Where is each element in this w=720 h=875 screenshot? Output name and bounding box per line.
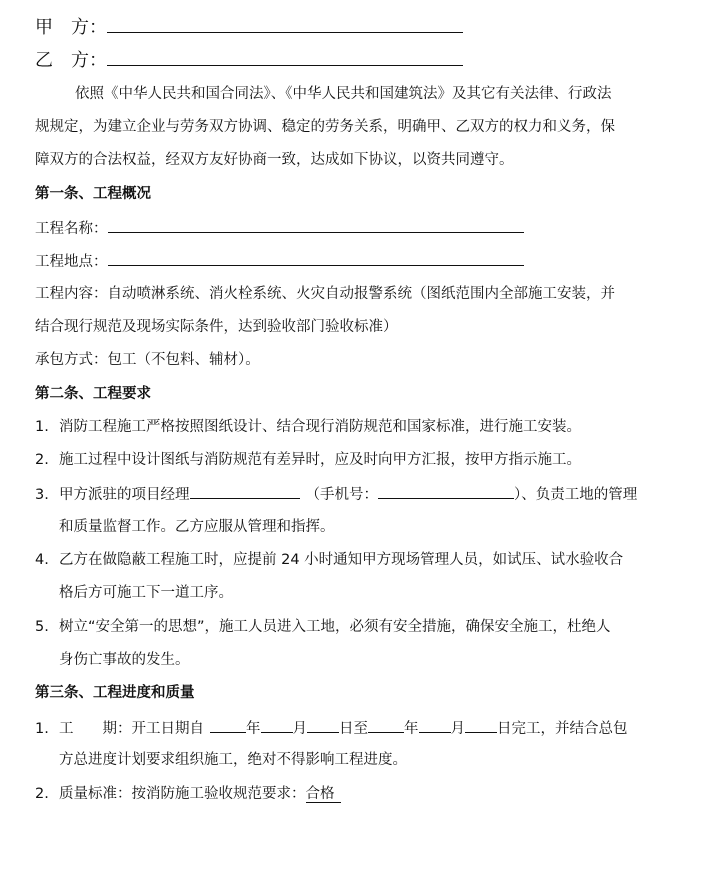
requirement-2 [35,450,581,470]
quality-item [35,784,341,804]
start-year-blank [210,717,246,733]
requirement-4-line-2: 格后方可施工下一道工序。 [59,585,233,601]
requirement-1-number: 1. [35,419,49,435]
requirement-4 [35,550,623,570]
end-year-blank [368,717,404,733]
schedule-end-text: 日完工，并结合总包 [497,721,628,737]
requirement-3-number: 3. [35,487,49,503]
start-year-unit: 年 [246,721,261,737]
end-day-blank [465,717,497,733]
requirement-3-text-a: 甲方派驻的项目经理 [59,487,190,503]
manager-name-blank [190,483,300,499]
intro-line-2: 规规定，为建立企业与劳务双方协调、稳定的劳务关系，明确甲、乙双方的权力和义务，保 [35,119,615,135]
end-year-unit: 年 [404,721,419,737]
schedule-item [35,717,628,739]
party-a-label: 甲 方： [35,17,107,38]
requirement-4-number: 4. [35,552,49,568]
article-2-heading: 第二条、工程要求 [35,386,151,402]
requirement-3-text-c: ）、负责工地的管理 [514,487,638,503]
end-month-unit: 月 [450,721,465,737]
start-month-unit: 月 [292,721,307,737]
project-content-line-2: 结合现行规范及现场实际条件，达到验收部门验收标准） [35,319,398,335]
schedule-label: 工 期：开工日期自 [59,721,204,737]
start-day-blank [307,717,339,733]
project-site-label: 工程地点： [35,254,108,270]
requirement-2-number: 2. [35,452,49,468]
party-b-row [35,49,463,73]
project-site-row [35,250,524,272]
article-3-heading: 第三条、工程进度和质量 [35,685,195,701]
requirement-3 [35,483,637,505]
requirement-2-text: 施工过程中设计图纸与消防规范有差异时，应及时向甲方汇报，按甲方指示施工。 [59,452,581,468]
contract-mode: 承包方式：包工（不包料、辅材）。 [35,352,260,368]
manager-phone-blank [378,483,514,499]
start-day-unit: 日至 [339,721,368,737]
requirement-3-text-b: （手机号： [305,487,378,503]
requirement-5-number: 5. [35,619,49,635]
project-content-line-1: 工程内容：自动喷淋系统、消火栓系统、火灾自动报警系统（图纸范围内全部施工安装，并 [35,286,615,302]
requirement-3-line-2: 和质量监督工作。乙方应服从管理和指挥。 [59,519,335,535]
requirement-4-text: 乙方在做隐蔽工程施工时，应提前 24 小时通知甲方现场管理人员，如试压、试水验收合 [59,552,624,568]
project-name-row [35,217,524,239]
requirement-5-text: 树立“安全第一的思想”，施工人员进入工地，必须有安全措施，确保安全施工，杜绝人 [59,619,611,635]
party-b-label: 乙 方： [35,50,107,71]
requirement-5 [35,617,611,637]
project-site-blank [108,250,524,266]
intro-line-1: 依照《中华人民共和国合同法》、《中华人民共和国建筑法》及其它有关法律、行政法 [75,86,612,102]
project-name-label: 工程名称： [35,221,108,237]
intro-line-3: 障双方的合法权益，经双方友好协商一致，达成如下协议，以资共同遵守。 [35,152,514,168]
requirement-1-text: 消防工程施工严格按照图纸设计、结合现行消防规范和国家标准，进行施工安装。 [59,419,581,435]
schedule-line-2: 方总进度计划要求组织施工，绝对不得影响工程进度。 [59,752,407,768]
quality-number: 2. [35,786,49,802]
party-b-blank [107,50,463,66]
end-month-blank [419,717,451,733]
requirement-1 [35,417,581,437]
quality-label: 质量标准：按消防施工验收规范要求： [59,786,306,802]
start-month-blank [261,717,293,733]
article-1-heading: 第一条、工程概况 [35,186,151,202]
party-a-row [35,16,463,40]
project-name-blank [108,217,524,233]
quality-value: 合格 [306,786,341,803]
schedule-number: 1. [35,721,49,737]
requirement-5-line-2: 身伤亡事故的发生。 [59,652,190,668]
party-a-blank [107,17,463,33]
